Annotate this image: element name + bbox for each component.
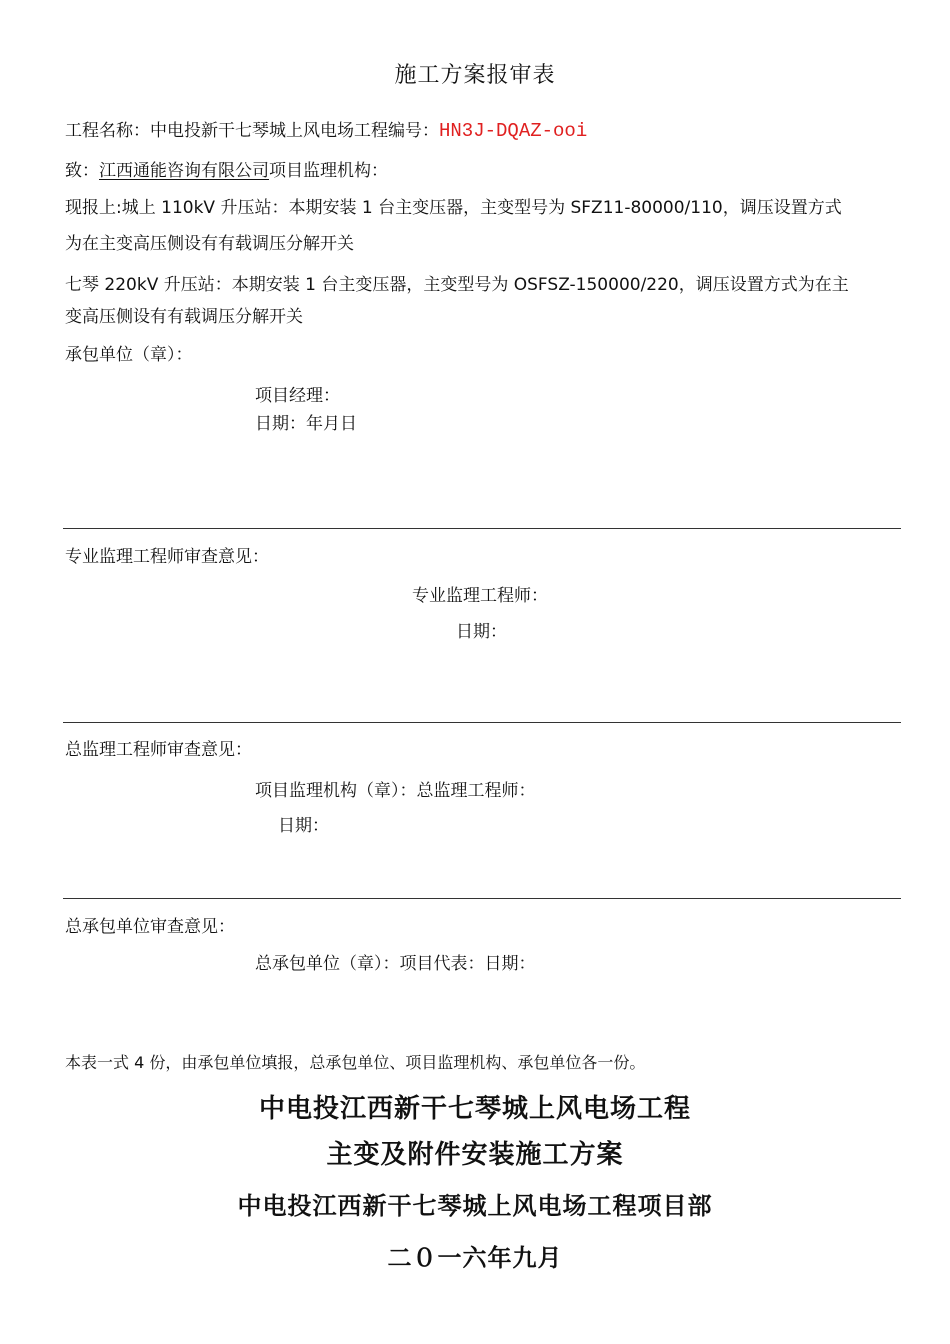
footnote: 本表一式 4 份，由承包单位填报，总承包单位、项目监理机构、承包单位各一份。: [65, 1053, 646, 1072]
project-manager-label: 项目经理：: [255, 386, 340, 406]
report-line-4: 变高压侧设有有载调压分解开关: [65, 307, 303, 327]
contractor-seal: 承包单位（章）：: [65, 345, 193, 365]
project-code: HN3J-DQAZ-ooi: [439, 120, 588, 142]
section-divider: [63, 528, 901, 529]
project-manager-date: 日期：年月日: [255, 414, 357, 434]
addressee-prefix: 致：: [65, 161, 99, 181]
report-line-1: 现报上:城上 110kV 升压站：本期安装 1 台主变压器，主变型号为 SFZ11-80000/110，调压设置方式: [65, 198, 842, 218]
project-name-line: [65, 116, 587, 142]
chief-date: 日期：: [278, 816, 329, 836]
general-contractor-review-label: 总承包单位审查意见：: [65, 917, 235, 937]
general-contractor-sign: 总承包单位（章）：项目代表：日期：: [255, 954, 536, 974]
chief-review-label: 总监理工程师审查意见：: [65, 740, 252, 760]
specialist-engineer-sign: 专业监理工程师：: [412, 586, 548, 606]
report-line-2: 为在主变高压侧设有有载调压分解开关: [65, 234, 354, 254]
specialist-review-label: 专业监理工程师审查意见：: [65, 547, 269, 567]
cover-project-title: 中电投江西新干七琴城上风电场工程: [258, 1094, 691, 1124]
cover-date: 二０一六年九月: [387, 1244, 563, 1272]
report-line-3: 七琴 220kV 升压站：本期安装 1 台主变压器，主变型号为 OSFSZ-150000/220，调压设置方式为在主: [65, 275, 849, 295]
chief-engineer-sign: 项目监理机构（章）：总监理工程师：: [255, 781, 536, 801]
addressee-line: [65, 156, 388, 181]
section-divider: [63, 722, 901, 723]
cover-department: 中电投江西新干七琴城上风电场工程项目部: [237, 1192, 713, 1220]
addressee-org: 江西通能咨询有限公司: [99, 161, 269, 181]
cover-plan-title: 主变及附件安装施工方案: [326, 1140, 624, 1170]
specialist-date: 日期：: [456, 622, 507, 642]
form-title: 施工方案报审表: [394, 63, 556, 88]
addressee-suffix: 项目监理机构：: [269, 161, 388, 181]
project-name-label: 工程名称：中电投新干七琴城上风电场工程编号：: [65, 121, 439, 141]
section-divider: [63, 898, 901, 899]
